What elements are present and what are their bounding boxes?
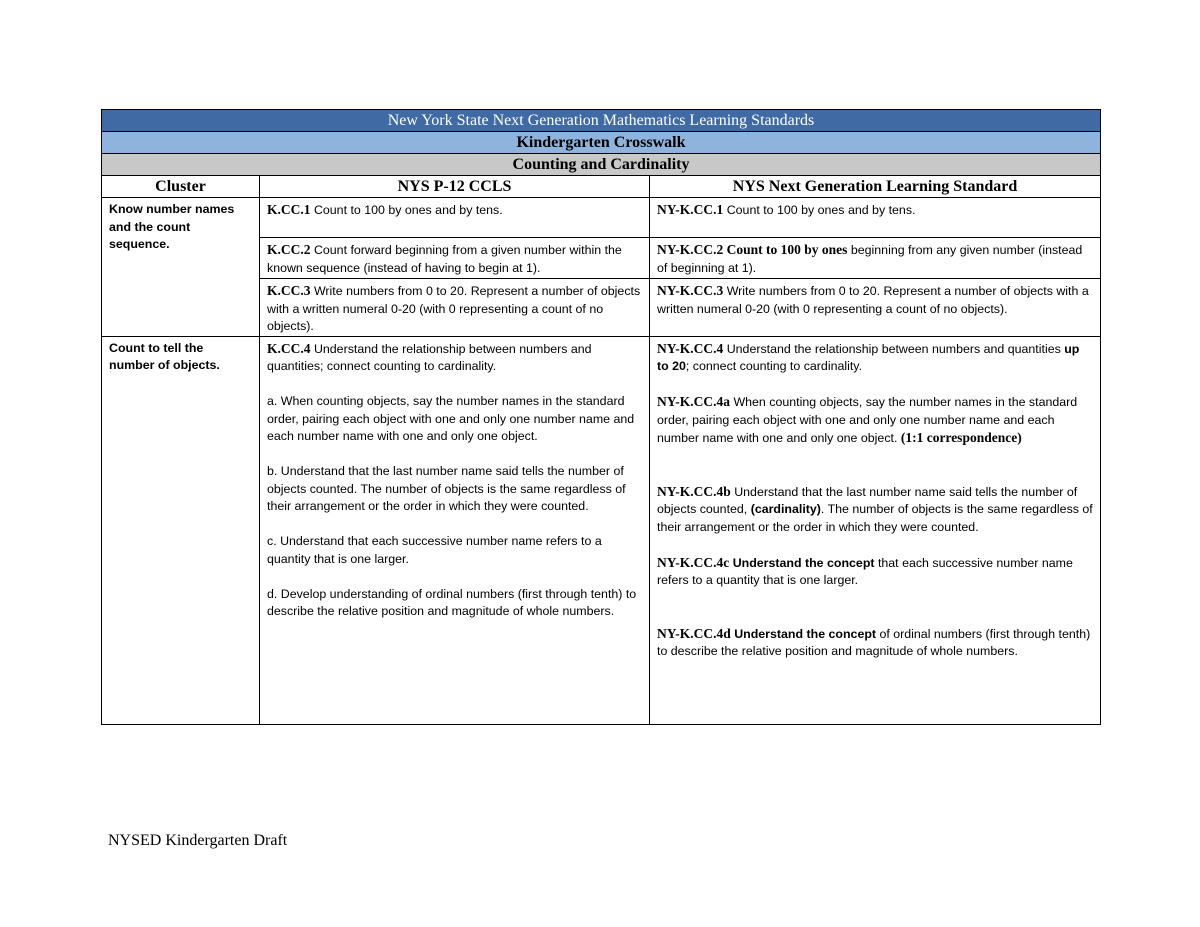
standard-paragraph	[267, 340, 642, 376]
standard-emphasis: Understand the concept	[729, 555, 875, 570]
standard-text: When counting objects, say the number names in the standard order, pairing each object with one and only one number name and each number name with one and only one object.	[657, 395, 1078, 445]
column-header-ccls: NYS P-12 CCLS	[260, 176, 650, 198]
standard-text: of ordinal numbers (first through tenth) to describe the relative position and magnitude of whole numbers.	[657, 626, 1091, 658]
standard-paragraph	[657, 340, 1093, 376]
standard-emphasis: Count to 100 by ones	[723, 242, 848, 257]
substandard-c	[657, 554, 1093, 590]
column-header-row	[102, 176, 1101, 198]
standard-emphasis: Understand the concept	[730, 626, 877, 641]
substandard-b	[657, 483, 1093, 537]
standard-emphasis: up to 20	[657, 341, 1080, 373]
standard-code: K.CC.4	[267, 340, 311, 356]
standard-text: Write numbers from 0 to 20. Represent a number of objects with a written numeral 0-20 (with 0 representing a count of no objects).	[267, 284, 641, 333]
ccls-standard-cell	[260, 238, 650, 279]
standard-text: Count forward beginning from a given number within the known sequence (instead of having to begin at 1).	[267, 243, 622, 275]
cluster-label: Know number names and the count sequence.	[102, 198, 260, 337]
standard-text: Understand the relationship between numbers and quantities	[723, 341, 1065, 356]
standard-text: Count to 100 by ones and by tens.	[310, 203, 503, 217]
next-gen-standard-cell	[650, 279, 1101, 337]
crosswalk-table	[101, 109, 1101, 725]
substandard-b: b. Understand that the last number name said tells the number of objects counted. The number of objects is the same regardless of their arrangement or the order in which they were counted.	[267, 464, 626, 513]
standard-code: K.CC.1	[267, 202, 311, 217]
standard-code: NY-K.CC.1	[657, 202, 724, 217]
standard-code: NY-K.CC.4	[657, 340, 724, 356]
standard-text: ; connect counting to cardinality.	[685, 359, 863, 373]
standard-code: NY-K.CC.3	[657, 283, 724, 298]
standard-code: NY-K.CC.4c	[657, 554, 730, 570]
substandard-a	[657, 393, 1093, 448]
substandard-d: d. Develop understanding of ordinal numbers (first through tenth) to describe the relative position and magnitude of whole numbers.	[267, 586, 637, 618]
standard-text: Write numbers from 0 to 20. Represent a number of objects with a written numeral 0-20 (with 0 representing a count of no objects).	[657, 284, 1089, 316]
ccls-standard-cell	[260, 336, 650, 724]
standard-code: K.CC.3	[267, 283, 311, 298]
standard-code: NY-K.CC.4b	[657, 483, 731, 499]
document-title: New York State Next Generation Mathematics Learning Standards	[102, 110, 1101, 132]
ccls-standard-cell	[260, 279, 650, 337]
ccls-standard-cell	[260, 198, 650, 238]
standard-code: NY-K.CC.2	[657, 242, 724, 257]
standard-code: K.CC.2	[267, 242, 311, 257]
standard-emphasis: (cardinality)	[750, 502, 821, 516]
standard-text: . The number of objects is the same regardless of their arrangement or the order in which they were counted.	[657, 502, 1093, 534]
substandard-d	[657, 625, 1093, 661]
table-row	[102, 336, 1101, 724]
substandard-c: c. Understand that each successive number name refers to a quantity that is one larger.	[267, 534, 602, 566]
document-subtitle: Kindergarten Crosswalk	[102, 132, 1101, 154]
standard-code: NY-K.CC.4d	[657, 625, 731, 641]
page-footer: NYSED Kindergarten Draft	[108, 832, 288, 849]
standard-code: NY-K.CC.4a	[657, 394, 731, 409]
column-header-cluster: Cluster	[102, 176, 260, 198]
standard-text: Understand that the last number name said tells the number of objects counted,	[657, 484, 1078, 516]
table-row	[102, 198, 1101, 238]
next-gen-standard-cell	[650, 336, 1101, 724]
standard-text: that each successive number name refers to a quantity that is one larger.	[657, 555, 1073, 587]
cluster-label: Count to tell the number of objects.	[102, 336, 260, 724]
next-gen-standard-cell	[650, 238, 1101, 279]
standard-emphasis: (1:1 correspondence)	[900, 430, 1022, 445]
domain-heading: Counting and Cardinality	[102, 154, 1101, 176]
standard-text: beginning from any given number (instead of beginning at 1).	[657, 243, 1083, 275]
substandard-a: a. When counting objects, say the number names in the standard order, pairing each object with one and only one number name and each number name with one and only one object.	[267, 394, 635, 443]
standard-text: Understand the relationship between numbers and quantities; connect counting to cardinality.	[267, 341, 592, 373]
column-header-next-gen: NYS Next Generation Learning Standard	[650, 176, 1101, 198]
standard-text: Count to 100 by ones and by tens.	[723, 203, 916, 217]
next-gen-standard-cell	[650, 198, 1101, 238]
